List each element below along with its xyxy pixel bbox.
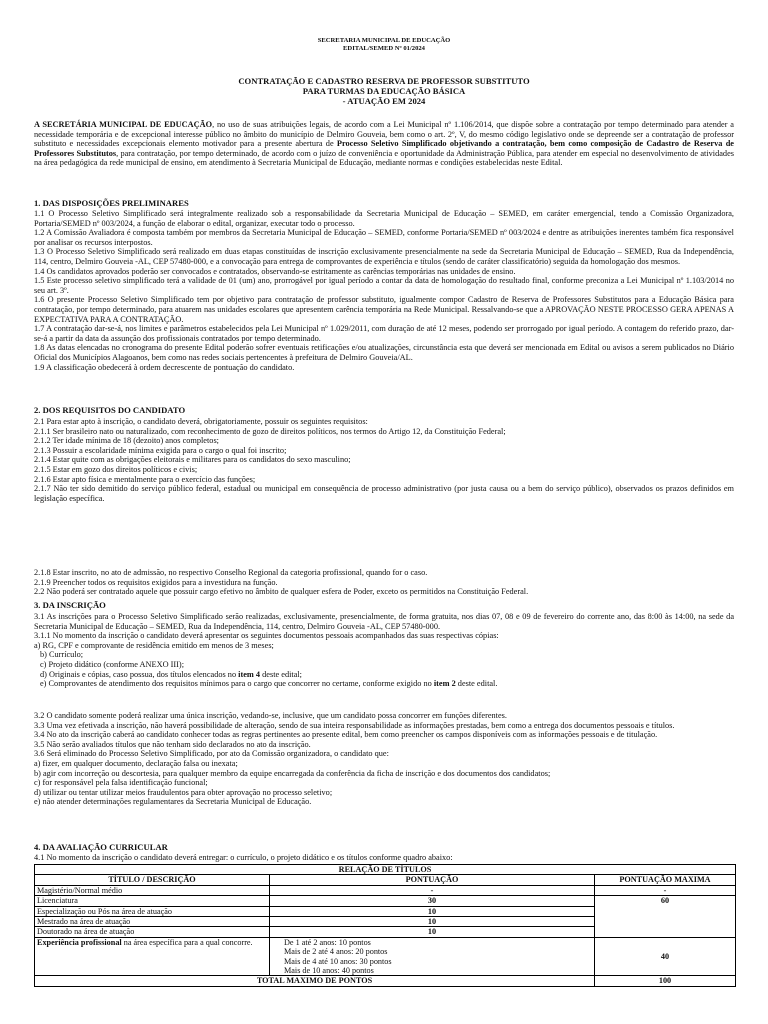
cell-points: 10 (270, 927, 595, 937)
experience-range: Mais de 10 anos: 40 pontos (284, 966, 374, 976)
list-item: 2.1.8 Estar inscrito, no ato de admissão, no respectivo Conselho Regional da categoria profissional, quando for o caso. (34, 568, 428, 577)
section-2-list (34, 417, 734, 503)
experience-description: na área específica para a qual concorre. (121, 937, 253, 947)
experience-range: De 1 até 2 anos: 10 pontos (284, 937, 371, 947)
list-item: a) RG, CPF e comprovante de residência emitido em menos de 3 meses; (34, 640, 274, 650)
header-secretaria: SECRETARIA MUNICIPAL DE EDUCAÇÃO (317, 37, 451, 44)
list-item: a) fizer, em qualquer documento, declaração falsa ou inexata; (34, 758, 238, 768)
item-d-text: d) Originais e cópias, caso possua, dos títulos elencados no (40, 669, 239, 679)
cell-points: 10 (270, 917, 595, 927)
list-item: 3.5 Não serão avaliados títulos que não tenham sido declarados no ato da inscrição. (34, 739, 311, 749)
cell-desc: Doutorado na área de atuação (35, 927, 270, 937)
section-3-list (34, 612, 734, 689)
experience-range: Mais de 2 até 4 anos: 20 pontos (284, 947, 388, 957)
list-item: b) agir com incorreção ou descortesia, para qualquer membro da equipe encarregada da conferência da ficha de inscrição e dos documentos dos candidatos; (34, 768, 551, 778)
list-item: 2.1.7 Não ter sido demitido do serviço público federal, estadual ou municipal em consequência de processo administrativo (por justa causa ou a bem do serviço público), observados os prazos definidos em legislação específica. (34, 484, 734, 503)
list-item: e) não atender determinações regulamentares da Secretaria Municipal de Educação. (34, 797, 312, 807)
list-item: 3.6 Será eliminado do Processo Seletivo Simplificado, por ato da Comissão organizadora, o candidato que: (34, 749, 389, 759)
cell-desc: Especialização ou Pós na área de atuação (35, 906, 270, 916)
document-title-line3: - ATUAÇÃO EM 2024 (342, 96, 426, 106)
list-item: 2.1.5 Estar em gozo dos direitos políticos e civis; (34, 464, 198, 474)
section-1-list (34, 209, 734, 372)
list-item: c) Projeto didático (conforme ANEXO III); (40, 659, 184, 669)
list-item: 2.1.9 Preencher todos os requisitos exigidos para a investidura na função. (34, 577, 278, 587)
list-item: 2.1.4 Estar quite com as obrigações eleitorais e militares para os candidatos do sexo masculino; (34, 455, 351, 465)
list-item: 1.3 O Processo Seletivo Simplificado será realizado em duas etapas constituídas de inscrição exclusivamente presencialmente na sede da Secretaria Municipal de Educação – SEMED, Rua da Independência, 114, centro, Delmiro Gouveia -AL, CEP 57480-000, e a convocação para entrega de comprovantes de experiência e títulos (sendo de caráter classificatório) seguida da homologação dos mesmos. (34, 247, 734, 266)
cell-points-experience (270, 937, 595, 976)
section-1-title: 1. DAS DISPOSIÇÕES PRELIMINARES (34, 198, 189, 208)
cell-max: - (595, 885, 736, 895)
table-caption: RELAÇÃO DE TÍTULOS (35, 865, 736, 875)
item-d-suffix: deste edital; (260, 669, 302, 679)
experience-label: Experiência profissional (37, 937, 122, 947)
section-2-title: 2. DOS REQUISITOS DO CANDIDATO (34, 405, 186, 415)
cell-desc: Mestrado na área de atuação (35, 917, 270, 927)
list-item: 3.4 No ato da inscrição caberá ao candidato conhecer todas as regras pertinentes ao presente edital, bem como preencher os campos disponíveis com as informações pessoais e de titulação. (34, 730, 658, 740)
cell-points: - (270, 885, 595, 895)
cell-max: 60 (595, 896, 736, 938)
list-item (34, 670, 734, 680)
cell-desc-experience (35, 937, 270, 976)
list-item: 1.6 O presente Processo Seletivo Simplificado tem por objetivo para contratação de professor substituto, igualmente compor Cadastro de Reserva de Professores Substitutos para a Educação Básica para contratação, por tempo determinado, para atuarem nas unidades escolares que apresentem carência temporária na Rede Municipal. Ressalvando-se que a APROVAÇÃO NESTE PROCESSO GERA APENAS A EXPECTATIVA PARA A CONTRATAÇÃO. (34, 295, 734, 324)
list-item: 3.1.1 No momento da inscrição o candidato deverá apresentar os seguintes documentos pessoais acompanhados das suas respectivas cópias: (34, 631, 499, 641)
item-d-ref: item 4 (238, 669, 261, 679)
cell-desc: Licenciatura (35, 896, 270, 906)
list-item: d) utilizar ou tentar utilizar meios fraudulentos para obter aprovação no processo seletivo; (34, 787, 333, 797)
table-row (35, 937, 736, 976)
list-item: 2.1.6 Estar apto física e mentalmente para o exercício das funções; (34, 474, 256, 484)
list-item: 3.2 O candidato somente poderá realizar uma única inscrição, vedando-se, inclusive, que um candidato possa concorrer em funções diferentes. (34, 711, 507, 720)
cell-max-experience: 40 (595, 937, 736, 976)
section-4-item: 4.1 No momento da inscrição o candidato deverá entregar: o currículo, o projeto didático e os títulos conforme quadro abaixo: (34, 853, 453, 862)
experience-range: Mais de 4 até 10 anos: 30 pontos (284, 956, 392, 966)
column-header-points: PONTUAÇÃO (270, 875, 595, 885)
total-value: 100 (595, 976, 736, 986)
section-2-list-continued (34, 568, 734, 597)
list-item: 2.1.3 Possuir a escolaridade mínima exigida para o cargo o qual foi inscrito; (34, 445, 287, 455)
total-label: TOTAL MAXIMO DE PONTOS (35, 976, 595, 986)
list-item: 1.4 Os candidatos aprovados poderão ser convocados e contratados, observando-se estritamente as carências temporárias nas unidades de ensino. (34, 266, 516, 276)
intro-paragraph (34, 120, 734, 168)
item-e-suffix: deste edital. (455, 679, 498, 689)
list-item: 2.1.1 Ser brasileiro nato ou naturalizado, com reconhecimento de gozo de direitos políticos, nos termos do Artigo 12, da Constituição Federal; (34, 426, 506, 436)
list-item: b) Currículo; (40, 650, 84, 660)
list-item: c) for responsável pela falsa identificação funcional; (34, 778, 208, 788)
list-item: 1.5 Este processo seletivo simplificado terá a validade de 01 (um) ano, prorrogável por igual período a contar da data de homologação do resultado final, conforme preconiza a Lei Municipal nº 1.103/2014 no seu art. 3º. (34, 276, 734, 295)
intro-text-2: , para contratação, por tempo determinado, de acordo com o juízo de conveniência e oportunidade da Administração Pública, para atender em especial no desenvolvimento de atividades na área pedagógica da rede municipal de ensino, em atendimento à Secretaria Municipal de Educação, mediante normas e condições estabelecidas neste Edital. (34, 148, 734, 168)
header-edital-number: EDITAL/SEMED Nº 01/2024 (343, 45, 425, 52)
list-item: 1.9 A classificação obedecerá à ordem decrescente de pontuação do candidato. (34, 362, 295, 372)
column-header-max: PONTUAÇÃO MAXIMA (595, 875, 736, 885)
table-row (35, 885, 736, 895)
list-item: 2.1 Para estar apto à inscrição, o candidato deverá, obrigatoriamente, possuir os seguintes requisitos: (34, 417, 368, 426)
intro-lead: A SECRETÁRIA MUNICIPAL DE EDUCAÇÃO (34, 120, 213, 129)
intro-text-1: , no uso de suas atribuições legais, de acordo com a Lei Municipal nº 1.106/2014, que dispõe sobre a contratação por tempo determinado para atender a necessidade temporária e de excepcional interesse público no âmbito do município de Delmiro Gouveia, bem como o art. 2º, V, do mesmo código legislativo onde se depreende ser a contratação de professor substituto e necessidades excepcionais elemento motivador para a presente abertura de (34, 120, 734, 149)
intro-bold: Processo Seletivo Simplificado objetivando a contratação, bem como composição de Cadastro de Reserva de Professores Substitutos (34, 139, 734, 158)
document-title-line1: CONTRATAÇÃO E CADASTRO RESERVA DE PROFESSOR SUBSTITUTO (238, 76, 530, 86)
item-e-text: e) Comprovantes de atendimento dos requisitos mínimos para o cargo que concorrer no certame, conforme exigido no (40, 679, 434, 689)
column-header-title: TÍTULO / DESCRIÇÃO (35, 875, 270, 885)
section-3-title: 3. DA INSCRIÇÃO (34, 600, 106, 610)
list-item (34, 679, 734, 689)
cell-desc: Magistério/Normal médio (35, 885, 270, 895)
list-item: 1.8 As datas elencadas no cronograma do presente Edital poderão sofrer eventuais retificações e/ou atualizações, circunstância esta que deverá ser mencionada em Edital ou avisos a serem publicados no Diário Oficial dos Municípios Alagoanos, bem como nas redes sociais pertencentes à prefeitura de Delmiro Gouveia/AL. (34, 343, 734, 362)
list-item: 2.1.2 Ter idade mínima de 18 (dezoito) anos completos; (34, 436, 219, 446)
section-3-list-continued (34, 711, 734, 807)
cell-points: 30 (270, 896, 595, 906)
list-item: 1.1 O Processo Seletivo Simplificado será integralmente realizado sob a responsabilidade da Secretaria Municipal de Educação – SEMED, em caráter emergencial, tendo a Comissão Organizadora, Portaria/SEMED nº 003/2024, a função de elaborar o edital, organizar, executar todo o processo. (34, 209, 734, 228)
item-e-ref: item 2 (433, 679, 456, 689)
list-item: 2.2 Não poderá ser contratado aquele que possuir cargo efetivo no âmbito de qualquer esfera de Poder, exceto os permitidos na Constituição Federal. (34, 587, 529, 597)
section-4-title: 4. DA AVALIAÇÃO CURRICULAR (34, 842, 168, 852)
document-title-line2: PARA TURMAS DA EDUCAÇÃO BÁSICA (302, 86, 466, 96)
table-total-row (35, 976, 736, 986)
table-row (35, 896, 736, 906)
titles-table (34, 864, 736, 987)
list-item: 3.3 Uma vez efetivada a inscrição, não haverá possibilidade de alteração, sendo de sua inteira responsabilidade as informações prestadas, bem como a entrega dos documentos pessoais e títulos. (34, 720, 675, 730)
list-item: 1.7 A contratação dar-se-á, nos limites e parâmetros estabelecidos pela Lei Municipal nº 1.029/2011, com duração de até 12 meses, podendo ser prorrogado por igual período. A contagem do referido prazo, dar-se-á a partir da data da assunção dos profissionais contratados por tempo determinado. (34, 324, 734, 343)
list-item: 1.2 A Comissão Avaliadora é composta também por membros da Secretaria Municipal de Educação – SEMED, conforme Portaria/SEMED nº 003/2024 e dentre as atribuições inerentes também fica responsável por analisar os recursos interpostos. (34, 228, 734, 247)
list-item: 3.1 As inscrições para o Processo Seletivo Simplificado serão realizadas, exclusivamente, presencialmente, de forma gratuita, nos dias 07, 08 e 09 de fevereiro do corrente ano, das 8:00 às 14:00, na sede da Secretaria Municipal de Educação – SEMED, Rua da Independência, 114, centro, Delmiro Gouveia -AL, CEP 57480-000. (34, 612, 734, 631)
cell-points: 10 (270, 906, 595, 916)
